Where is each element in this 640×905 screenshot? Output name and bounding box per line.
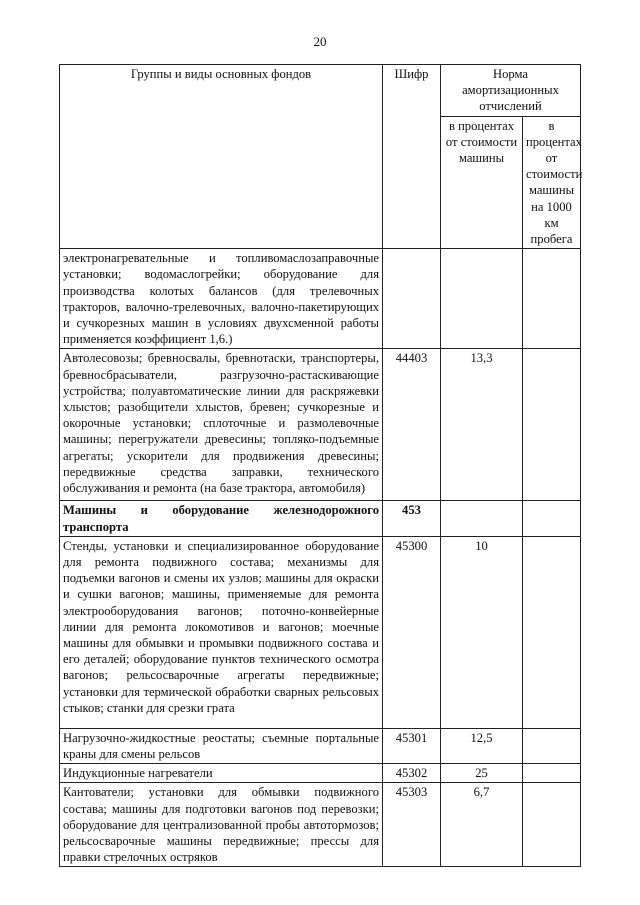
row-pct: 25 bbox=[441, 764, 523, 783]
row-name: Автолесовозы; бревносвалы, бревнотаски, транспортеры, бревносбрасыватели, разгрузочно-растаскивающие устройства; полуавтоматические линии для раскряжевки хлыстов; разобщители хлыстов, бревен; сучкорезные и окорочные установки; сплоточные и размолевочные машины; перегружатели древесины; топляко-подъемные агрегаты; ускорители для продвижения древесины; передвижные средства заправки, технического обслуживания и ремонта (на базе трактора, автомобиля) bbox=[60, 349, 383, 501]
row-name: Нагрузочно-жидкостные реостаты; съемные портальные краны для смены рельсов bbox=[60, 728, 383, 763]
row-km bbox=[523, 349, 581, 501]
table-row bbox=[60, 728, 581, 763]
table-row bbox=[60, 536, 581, 728]
row-pct: 12,5 bbox=[441, 728, 523, 763]
row-name: электронагревательные и топливомаслозаправочные установки; водомаслогрейки; оборудование для производства колотых балансов (для трелевочных тракторов, валочно-трелевочных, валочно-пакетирующих и сучкорезных машин в условиях двухсменной работы применяется коэффициент 1,6.) bbox=[60, 249, 383, 349]
row-code: 44403 bbox=[383, 349, 441, 501]
row-pct: 10 bbox=[441, 536, 523, 728]
row-name: Кантователи; установки для обмывки подвижного состава; машины для подготовки вагонов под перевозки; оборудование для централизованной пробы автотормозов; рельсосварочные машины передвижные; прессы для правки стрелочных остряков bbox=[60, 783, 383, 867]
row-code: 453 bbox=[383, 501, 441, 536]
table-header-row bbox=[60, 65, 581, 117]
header-norm: Норма амортизационных отчислений bbox=[441, 65, 581, 117]
table-row bbox=[60, 349, 581, 501]
row-code bbox=[383, 249, 441, 349]
table-row bbox=[60, 764, 581, 783]
header-pct-km: в процентах от стоимости машины на 1000 км пробега bbox=[523, 116, 581, 249]
table-row bbox=[60, 501, 581, 536]
table-row bbox=[60, 249, 581, 349]
row-km bbox=[523, 783, 581, 867]
row-name: Индукционные нагреватели bbox=[60, 764, 383, 783]
row-code: 45302 bbox=[383, 764, 441, 783]
row-km bbox=[523, 536, 581, 728]
header-group: Группы и виды основных фондов bbox=[60, 65, 383, 249]
row-km bbox=[523, 728, 581, 763]
table-row bbox=[60, 783, 581, 867]
depreciation-table bbox=[59, 64, 581, 867]
row-code: 45301 bbox=[383, 728, 441, 763]
row-name: Машины и оборудование железнодорожного транспорта bbox=[60, 501, 383, 536]
row-km bbox=[523, 501, 581, 536]
row-pct bbox=[441, 501, 523, 536]
row-pct bbox=[441, 249, 523, 349]
row-km bbox=[523, 249, 581, 349]
row-pct: 13,3 bbox=[441, 349, 523, 501]
row-code: 45300 bbox=[383, 536, 441, 728]
header-pct-cost: в процентах от стоимости машины bbox=[441, 116, 523, 249]
row-km bbox=[523, 764, 581, 783]
page-number: 20 bbox=[313, 34, 327, 49]
header-code: Шифр bbox=[383, 65, 441, 249]
row-name: Стенды, установки и специализированное оборудование для ремонта подвижного состава; механизмы для подъемки вагонов и смены их узлов; машины для окраски и сушки вагонов; машины, применяемые для ремонта электрооборудования вагонов; поточно-конвейерные линии для ремонта локомотивов и вагонов; моечные машины для обмывки и промывки подвижного состава и его деталей; оборудование пунктов технического осмотра вагонов; рельсосварочные агрегаты передвижные; установки для термической обработки сварных рельсовых стыков; станки для срезки грата bbox=[60, 536, 383, 728]
row-pct: 6,7 bbox=[441, 783, 523, 867]
row-code: 45303 bbox=[383, 783, 441, 867]
